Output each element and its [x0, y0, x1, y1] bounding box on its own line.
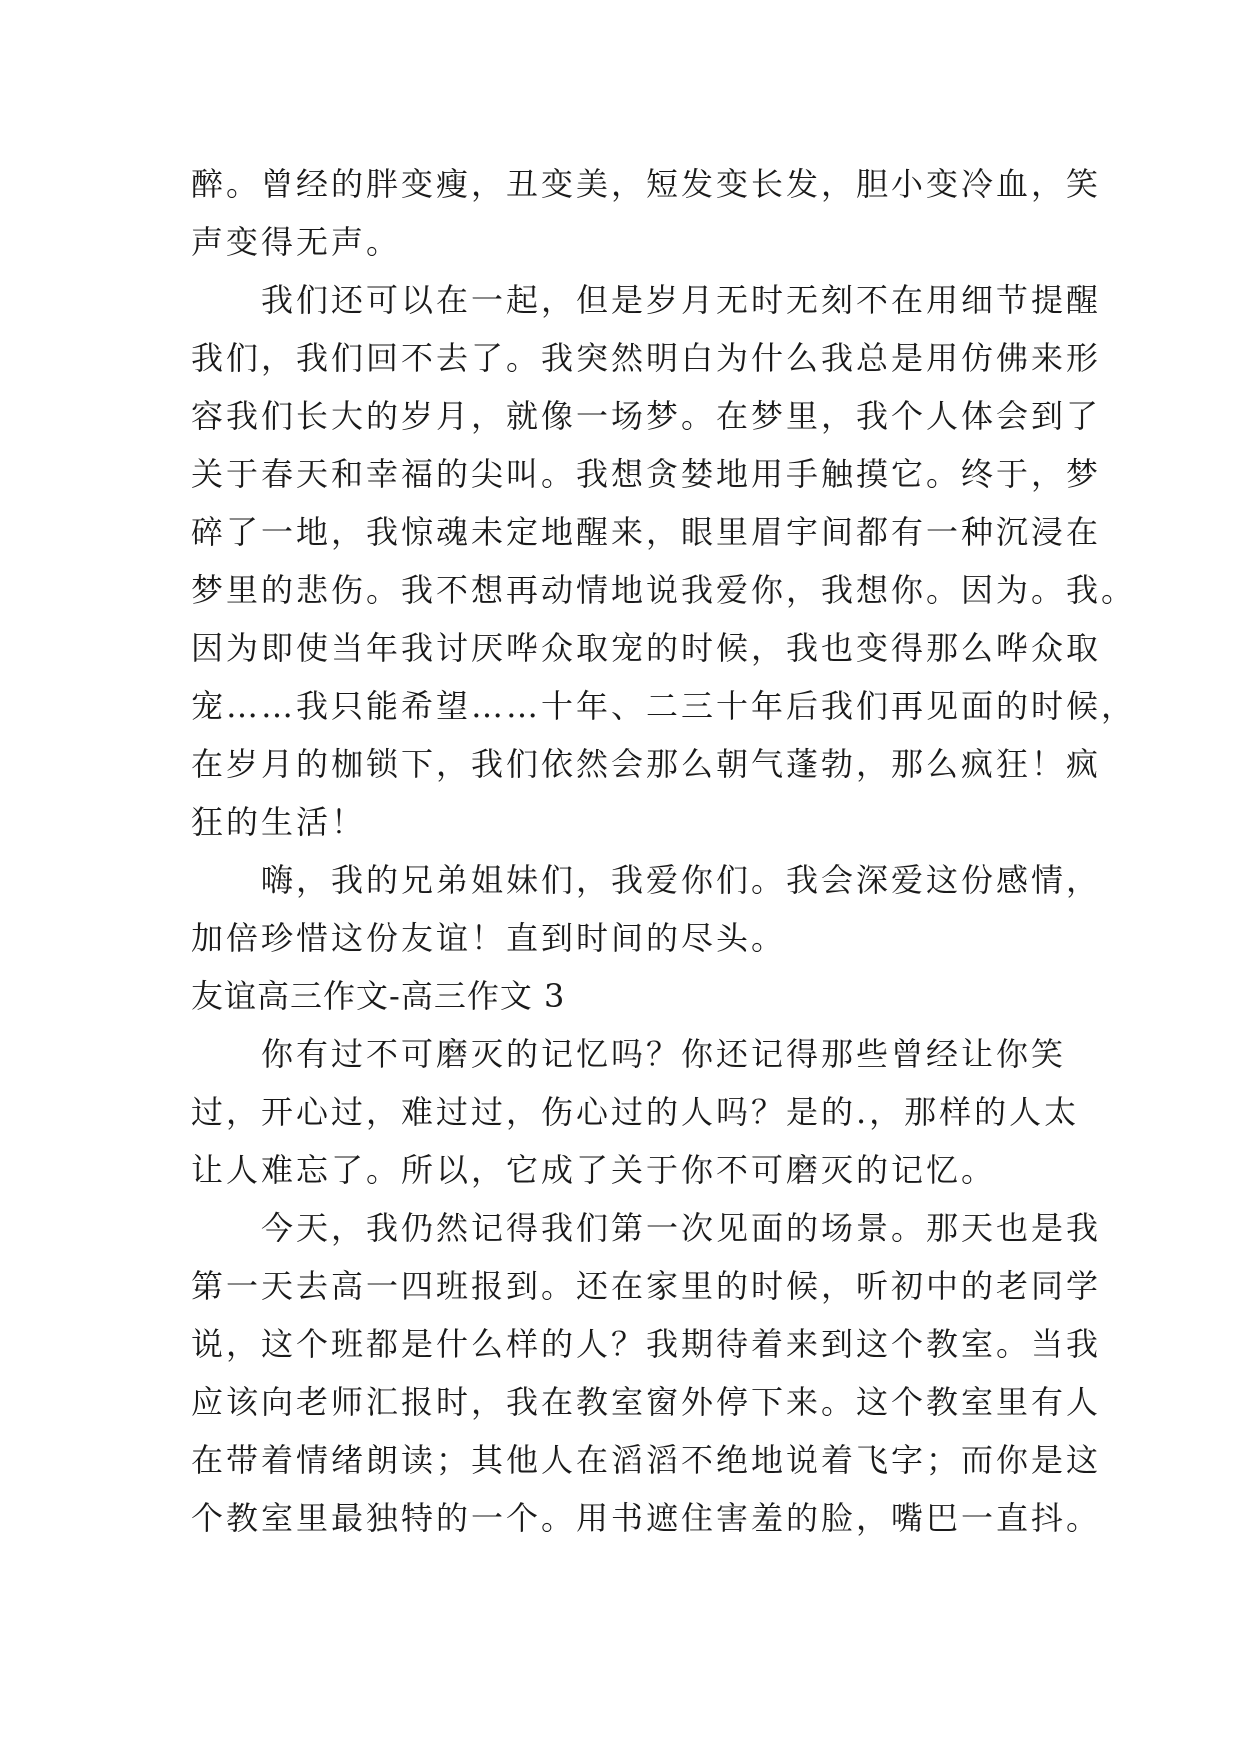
section-heading: 友谊高三作文-高三作文 3 — [191, 977, 566, 1015]
text-line: 第一天去高一四班报到。还在家里的时候，听初中的老同学 — [191, 1267, 1102, 1305]
text-line: 在岁月的枷锁下，我们依然会那么朝气蓬勃，那么疯狂！疯 — [191, 745, 1102, 783]
text-line: 我们，我们回不去了。我突然明白为什么我总是用仿佛来形 — [191, 339, 1102, 377]
text-line: 碎了一地，我惊魂未定地醒来，眼里眉宇间都有一种沉浸在 — [191, 513, 1102, 551]
text-line: 说，这个班都是什么样的人？我期待着来到这个教室。当我 — [191, 1325, 1102, 1363]
paragraph-start-line: 今天，我仍然记得我们第一次见面的场景。那天也是我 — [261, 1209, 1102, 1247]
text-line: 狂的生活！ — [191, 803, 367, 841]
text-line: 应该向老师汇报时，我在教室窗外停下来。这个教室里有人 — [191, 1383, 1102, 1421]
paragraph-start-line: 嗨，我的兄弟姐妹们，我爱你们。我会深爱这份感情， — [261, 861, 1102, 899]
text-line: 个教室里最独特的一个。用书遮住害羞的脸，嘴巴一直抖。 — [191, 1499, 1102, 1537]
text-line: 在带着情绪朗读；其他人在滔滔不绝地说着飞字；而你是这 — [191, 1441, 1102, 1479]
text-line: 关于春天和幸福的尖叫。我想贪婪地用手触摸它。终于，梦 — [191, 455, 1102, 493]
text-line: 加倍珍惜这份友谊！直到时间的尽头。 — [191, 919, 787, 957]
paragraph-start-line: 你有过不可磨灭的记忆吗？你还记得那些曾经让你笑 — [261, 1035, 1067, 1073]
text-line: 因为即使当年我讨厌哗众取宠的时候，我也变得那么哗众取 — [191, 629, 1102, 667]
paragraph-start-line: 我们还可以在一起，但是岁月无时无刻不在用细节提醒 — [261, 281, 1102, 319]
text-line: 梦里的悲伤。我不想再动情地说我爱你，我想你。因为。我。 — [191, 571, 1137, 609]
text-line: 容我们长大的岁月，就像一场梦。在梦里，我个人体会到了 — [191, 397, 1102, 435]
text-line: 醉。曾经的胖变瘦，丑变美，短发变长发，胆小变冷血，笑 — [191, 165, 1102, 203]
text-line: 宠……我只能希望……十年、二三十年后我们再见面的时候， — [191, 687, 1137, 725]
text-line: 过，开心过，难过过，伤心过的人吗？是的.，那样的人太 — [191, 1093, 1080, 1131]
essay-text — [191, 155, 1137, 1547]
text-line: 让人难忘了。所以，它成了关于你不可磨灭的记忆。 — [191, 1151, 997, 1189]
text-line: 声变得无声。 — [191, 223, 402, 261]
